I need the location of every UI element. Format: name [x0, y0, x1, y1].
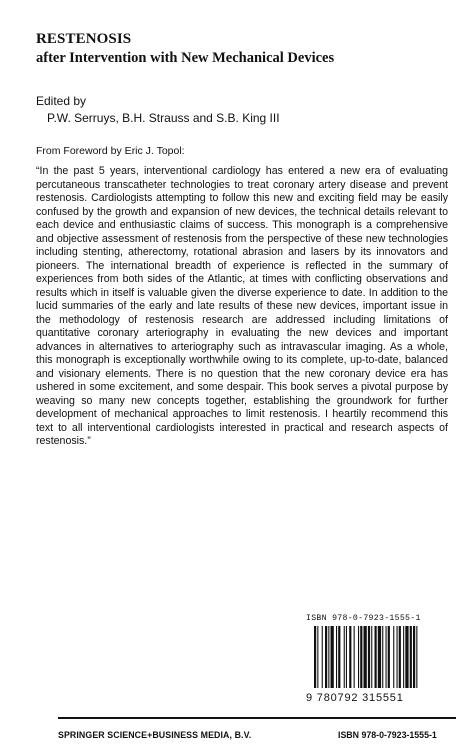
publisher-name: SPRINGER SCIENCE+BUSINESS MEDIA, B.V.: [58, 730, 252, 740]
barcode-block: [306, 614, 456, 706]
book-title: RESTENOSIS: [36, 31, 132, 47]
foreword-heading: From Foreword by Eric J. Topol:: [36, 145, 185, 157]
barcode-isbn-label: ISBN 978-0-7923-1555-1: [306, 614, 421, 623]
edited-by-label: Edited by: [36, 94, 87, 108]
barcode-icon: [314, 626, 454, 696]
barcode-digits: 9 780792 315551: [306, 692, 404, 704]
footer-isbn: ISBN 978-0-7923-1555-1: [338, 730, 437, 740]
book-subtitle: after Intervention with New Mechanical Devices: [36, 50, 335, 66]
foreword-quote: “In the past 5 years, interventional cardiology has entered a new era of evaluating percutaneous transcatheter technologies to treat coronary artery disease and prevent restenosis. Cardiologists attempting to follow this new and exciting field may be easily confused by the growth and expansion of new devices, the technical details relevant to each device and enthusiastic claims of success. This monograph is a comprehensive and objective assessment of restenosis from the perspective of these new technologies including stenting, atherectomy, rotational abrasion and lasers by its innovators and pioneers. The international breadth of experience is reflected in the summary of experiences from both sides of the Atlantic, at times with conflicting observations and results which in itself is valuable given the diverse experience to date. In addition to the lucid summaries of the early and late results of these new devices, important issue in the methodology of restenosis research are addressed including limitations of quantitative coronary arteriography in evaluating the new devices and important advances in alternatives to arteriography such as intravascular imaging. As a whole, this monograph is exceptionally worthwhile owing to its complete, up-to-date, balanced and visionary elements. There is no question that the new coronary device era has ushered in some excitement, and some despair. This book serves a pivotal purpose by weaving so many new concepts together, establishing the groundwork for further development of mechanical approaches to limit restenosis. I heartily recommend this text to all interventional cardiologists interested in practical and research aspects of restenosis.”: [36, 165, 448, 447]
footer-rule: [58, 717, 456, 719]
editors-list: P.W. Serruys, B.H. Strauss and S.B. King III: [47, 111, 280, 125]
